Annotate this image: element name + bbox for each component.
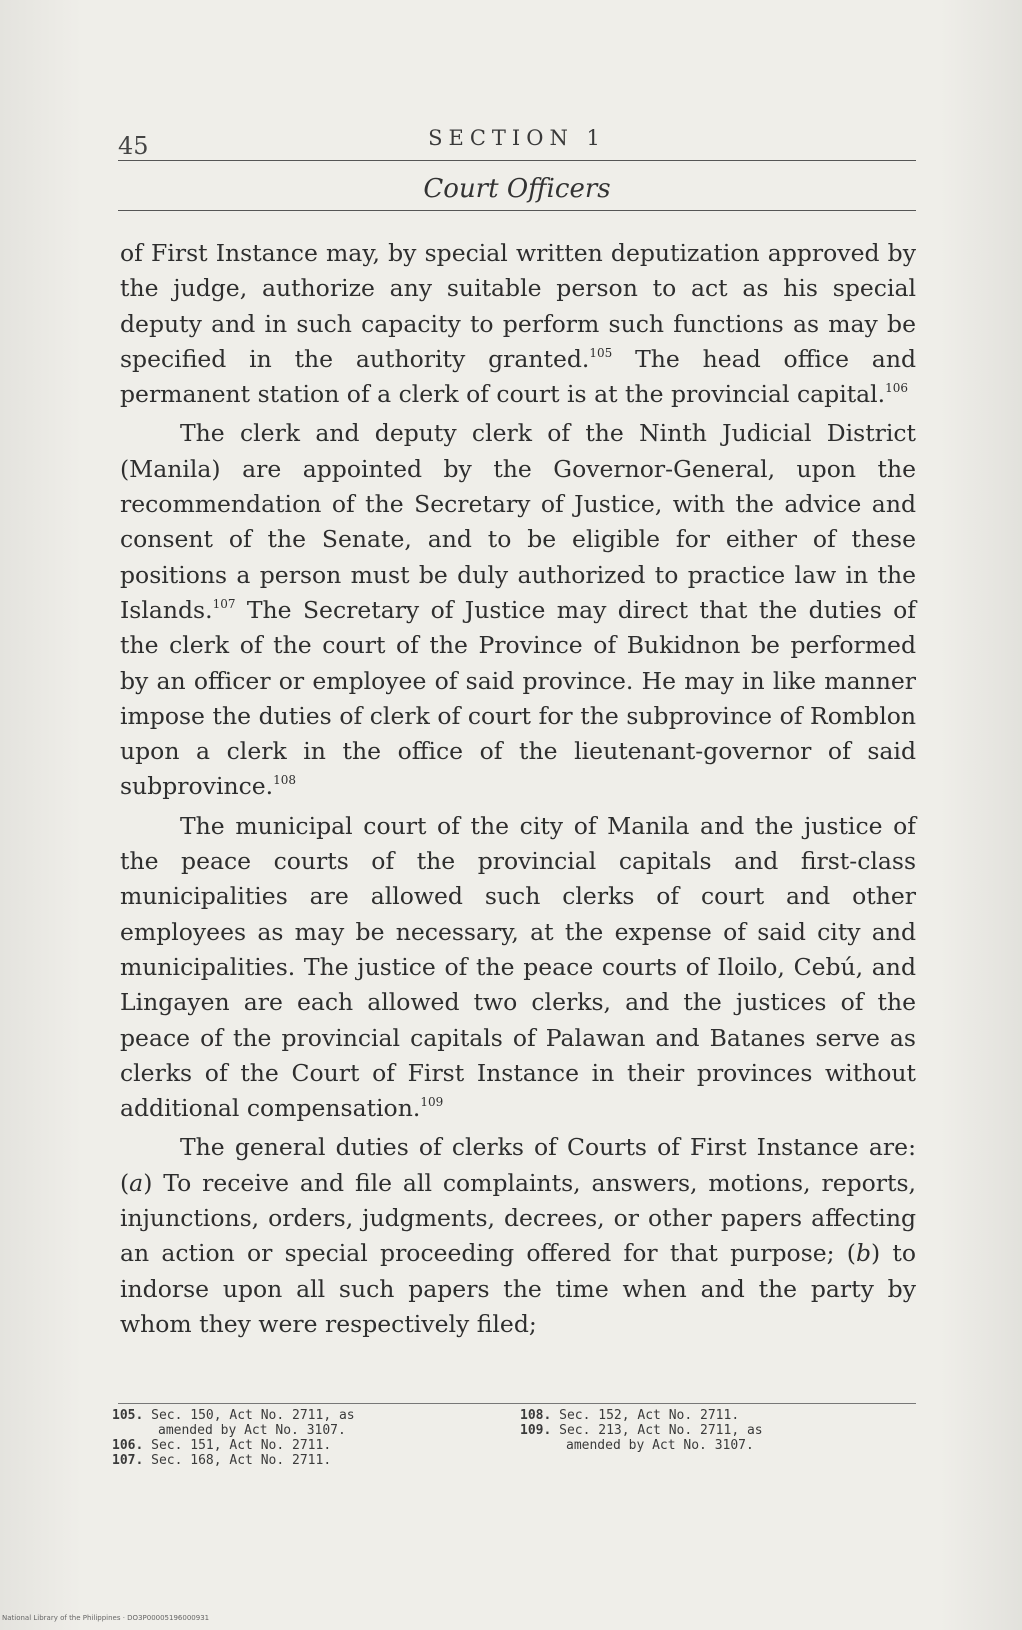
- footnotes-right-column: [520, 1408, 918, 1453]
- footnotes-left-column: [112, 1408, 508, 1468]
- footnote-109: 109. Sec. 213, Act No. 2711, as amended by Act No. 3107.: [520, 1423, 763, 1453]
- section-title: SECTION 1: [428, 126, 606, 150]
- footnote-107: 107. Sec. 168, Act No. 2711.: [112, 1453, 332, 1468]
- paragraph-3: The municipal court of the city of Manila and the justice of the peace courts of the provincial capitals and first-class municipalities are allowed such clerks of court and other employees as may be necessary, at the expense of said city and municipalities. The justice of the peace courts of Iloilo, Cebú, and Lingayen are each allowed two clerks, and the justices of the peace of the provincial capitals of Palawan and Batanes serve as clerks of the Court of First Instance in their provinces without additional compensation.$^{109}$: [120, 811, 916, 1123]
- page-header: [118, 118, 916, 222]
- paragraph-1: of First Instance may, by special written deputization approved by the judge, authorize any suitable person to act as his special deputy and in such capacity to perform such functions as may be specified in the authority granted.$^{105}$ The head office and permanent station of a clerk of court is at the provincial capital.$^{106}$: [120, 239, 916, 409]
- header-rule-top: [118, 160, 916, 161]
- footnote-105: 105. Sec. 150, Act No. 2711, as amended by Act No. 3107.: [112, 1408, 355, 1438]
- footnote-ref-106: 106: [885, 381, 909, 396]
- body-text: [120, 236, 916, 1342]
- footnote-ref-108: 108: [273, 773, 297, 788]
- footnote-ref-107: 107: [212, 596, 236, 611]
- footnote-106: 106. Sec. 151, Act No. 2711.: [112, 1438, 332, 1453]
- footnote-rule: [118, 1403, 916, 1404]
- paragraph-4: The general duties of clerks of Courts of First Instance are: (a) To receive and file all complaints, answers, motions, reports, injunctions, orders, judgments, decrees, or other papers affecting an action or special proceeding offered for that purpose; (b) to indorse upon all such papers the time when and the party by whom they were respectively filed;: [120, 1133, 916, 1338]
- archive-credit: National Library of the Philippines · DO3P00005196000931: [2, 1614, 210, 1622]
- footnote-108: 108. Sec. 152, Act No. 2711.: [520, 1408, 740, 1423]
- paragraph-2: The clerk and deputy clerk of the Ninth Judicial District (Manila) are appointed by the Governor-General, upon the recommendation of the Secretary of Justice, with the advice and consent of the Senate, and to be eligible for either of these positions a person must be duly authorized to practice law in the Islands.$^{107}$ The Secretary of Justice may direct that the duties of the clerk of the court of the Province of Bukidnon be performed by an officer or employee of said province. He may in like manner impose the duties of clerk of court for the subprovince of Romblon upon a clerk in the office of the lieutenant-governor of said subprovince.$^{108}$: [120, 419, 916, 801]
- header-rule-bottom: [118, 210, 916, 211]
- running-head: Court Officers: [423, 174, 611, 204]
- footnote-ref-109: 109: [420, 1095, 444, 1110]
- page-number: 45: [118, 132, 149, 160]
- footnote-ref-105: 105: [589, 345, 613, 360]
